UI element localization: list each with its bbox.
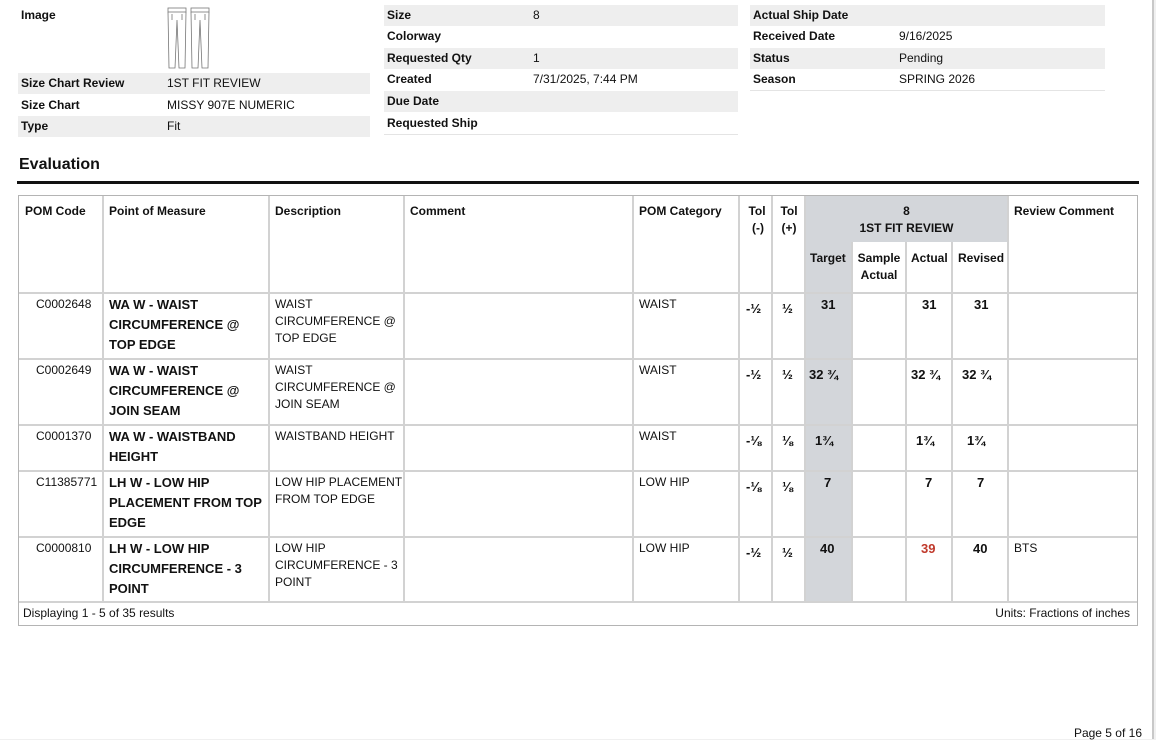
size-value: 8	[533, 8, 540, 22]
row1-tol-minus: -½	[746, 301, 762, 316]
row4-desc-line1: LOW HIP PLACEMENT	[275, 475, 403, 489]
header-tol-minus-line1: Tol	[748, 204, 766, 218]
row5-pom-line2: CIRCUMFERENCE - 3	[109, 561, 242, 576]
size-chart-review-label: Size Chart Review	[21, 76, 125, 90]
row3-desc-line1: WAISTBAND HEIGHT	[275, 429, 395, 443]
row5-tol-minus: -½	[746, 545, 762, 560]
row3-pom-code: C0001370	[36, 429, 92, 443]
row4-revised: 7	[977, 475, 985, 490]
col-divider	[102, 196, 104, 602]
requested-qty-row	[384, 48, 738, 69]
row4-description	[275, 474, 402, 508]
colorway-label: Colorway	[387, 29, 442, 43]
col-divider	[632, 196, 634, 602]
row3-pom-category: WAIST	[639, 429, 677, 443]
row5-desc-line3: POINT	[275, 575, 312, 589]
row2-pom-category: WAIST	[639, 363, 677, 377]
header-pom-category: POM Category	[639, 204, 722, 218]
row2-target: 32 ¾	[809, 367, 838, 382]
row2-desc-line1: WAIST	[275, 363, 313, 377]
header-review-name: 1ST FIT REVIEW	[859, 221, 954, 235]
created-row	[384, 69, 738, 90]
due-date-label: Due Date	[387, 94, 440, 108]
size-label: Size	[387, 8, 412, 22]
received-date-value: 9/16/2025	[899, 29, 953, 43]
size-chart-label: Size Chart	[21, 98, 80, 112]
header-sample-actual-line1: Sample	[857, 251, 901, 265]
row1-pom-line2: CIRCUMFERENCE @	[109, 317, 240, 332]
col-divider	[905, 242, 907, 602]
received-date-row	[750, 26, 1105, 47]
created-value: 7/31/2025, 7:44 PM	[533, 72, 638, 86]
header-revised: Revised	[958, 251, 1005, 265]
row4-target: 7	[824, 475, 832, 490]
requested-ship-row	[384, 113, 738, 135]
header-size: 8	[903, 204, 910, 218]
row1-description	[275, 296, 396, 347]
row-divider	[19, 536, 1137, 538]
row4-pom-line3: EDGE	[109, 515, 146, 530]
created-label: Created	[387, 72, 432, 86]
header-size-group	[806, 203, 1007, 237]
col-divider	[268, 196, 270, 602]
header-tol-plus	[780, 203, 798, 237]
size-chart-review-value: 1ST FIT REVIEW	[167, 76, 261, 90]
header-comment: Comment	[410, 204, 466, 218]
row2-actual: 32 ¾	[911, 367, 940, 382]
type-row	[18, 116, 370, 137]
col-divider	[951, 242, 953, 602]
season-value: SPRING 2026	[899, 72, 976, 86]
header-pom-code: POM Code	[25, 204, 86, 218]
row5-pom-category: LOW HIP	[639, 541, 690, 555]
row5-tol-plus: ½	[782, 545, 793, 560]
header-target: Target	[810, 251, 846, 265]
row1-desc-line3: TOP EDGE	[275, 331, 337, 345]
col-divider	[804, 196, 806, 602]
results-count: Displaying 1 - 5 of 35 results	[23, 606, 175, 620]
row5-pom-line1: LH W - LOW HIP	[109, 541, 210, 556]
header-sample-actual-line2: Actual	[860, 268, 898, 282]
row2-pom-line1: WA W - WAIST	[109, 363, 199, 378]
row2-revised: 32 ¾	[962, 367, 991, 382]
size-chart-row	[18, 95, 370, 116]
image-label: Image	[21, 8, 56, 22]
row2-pom-line2: CIRCUMFERENCE @	[109, 383, 240, 398]
row2-desc-line3: JOIN SEAM	[275, 397, 340, 411]
row3-actual: 1¾	[916, 433, 935, 448]
row1-desc-line2: CIRCUMFERENCE @	[275, 314, 396, 328]
row5-revised: 40	[973, 541, 988, 556]
header-tol-minus	[748, 203, 766, 237]
status-label: Status	[753, 51, 790, 65]
type-label: Type	[21, 119, 49, 133]
row1-tol-plus: ½	[782, 301, 793, 316]
header-description: Description	[275, 204, 342, 218]
row-divider	[19, 292, 1137, 294]
row5-desc-line2: CIRCUMFERENCE - 3	[275, 558, 398, 572]
row1-target: 31	[821, 297, 836, 312]
season-row	[750, 69, 1105, 91]
row3-pom-line1: WA W - WAISTBAND	[109, 429, 236, 444]
row2-tol-plus: ½	[782, 367, 793, 382]
row5-desc-line1: LOW HIP	[275, 541, 326, 555]
evaluation-title: Evaluation	[19, 156, 100, 173]
header-point-of-measure: Point of Measure	[109, 204, 206, 218]
row2-pom-line3: JOIN SEAM	[109, 403, 181, 418]
header-tol-plus-line1: Tol	[780, 204, 798, 218]
status-row	[750, 48, 1105, 69]
row3-revised: 1¾	[967, 433, 986, 448]
row5-point-of-measure	[109, 539, 242, 599]
row1-desc-line1: WAIST	[275, 297, 313, 311]
size-row	[384, 5, 738, 26]
header-sample-actual	[855, 250, 903, 284]
header-tol-minus-line2: (-)	[752, 221, 764, 235]
type-value: Fit	[167, 119, 181, 133]
season-label: Season	[753, 72, 796, 86]
col-divider	[851, 242, 853, 602]
row5-pom-code: C0000810	[36, 541, 92, 555]
row5-target: 40	[820, 541, 835, 556]
row4-tol-plus: ⅛	[782, 479, 793, 494]
row4-pom-code: C11385771	[36, 475, 98, 489]
due-date-row	[384, 91, 738, 112]
requested-qty-label: Requested Qty	[387, 51, 472, 65]
row-divider	[19, 601, 1137, 603]
row3-point-of-measure	[109, 427, 236, 467]
requested-ship-label: Requested Ship	[387, 116, 478, 130]
row4-tol-minus: -⅛	[746, 479, 762, 494]
row4-actual: 7	[925, 475, 933, 490]
row2-description	[275, 362, 396, 413]
page-number: Page 5 of 16	[1073, 726, 1142, 740]
row1-pom-code: C0002648	[36, 297, 92, 311]
row3-tol-plus: ⅛	[782, 433, 793, 448]
row1-pom-category: WAIST	[639, 297, 677, 311]
pants-sketch-icon	[166, 6, 212, 70]
header-tol-plus-line2: (+)	[781, 221, 797, 235]
size-chart-review-row	[18, 73, 370, 94]
col-divider	[403, 196, 405, 602]
row3-tol-minus: -⅛	[746, 433, 762, 448]
row-divider	[19, 358, 1137, 360]
requested-qty-value: 1	[533, 51, 540, 65]
col-divider	[771, 196, 773, 602]
row1-point-of-measure	[109, 295, 239, 355]
header-actual: Actual	[911, 251, 948, 265]
row4-pom-category: LOW HIP	[639, 475, 690, 489]
section-divider	[17, 181, 1139, 184]
row5-actual-out-of-tolerance: 39	[921, 541, 936, 556]
row5-description	[275, 540, 398, 591]
colorway-row	[384, 26, 738, 47]
actual-ship-date-label: Actual Ship Date	[753, 8, 849, 22]
row3-description	[275, 428, 395, 445]
col-divider	[1007, 196, 1009, 602]
row2-desc-line2: CIRCUMFERENCE @	[275, 380, 396, 394]
units-note: Units: Fractions of inches	[995, 606, 1130, 620]
row5-review-comment: BTS	[1014, 541, 1038, 555]
row5-pom-line3: POINT	[109, 581, 149, 596]
size-chart-value: MISSY 907E NUMERIC	[167, 98, 295, 112]
evaluation-table	[18, 195, 1138, 626]
row2-point-of-measure	[109, 361, 239, 421]
row1-revised: 31	[974, 297, 989, 312]
row4-pom-line2: PLACEMENT FROM TOP	[109, 495, 262, 510]
row3-pom-line2: HEIGHT	[109, 449, 159, 464]
row3-target: 1¾	[815, 433, 834, 448]
row1-pom-line3: TOP EDGE	[109, 337, 176, 352]
row-divider	[19, 424, 1137, 426]
row1-pom-line1: WA W - WAIST	[109, 297, 199, 312]
header-review-comment: Review Comment	[1014, 204, 1115, 218]
row4-pom-line1: LH W - LOW HIP	[109, 475, 210, 490]
row4-point-of-measure	[109, 473, 262, 533]
received-date-label: Received Date	[753, 29, 836, 43]
row2-tol-minus: -½	[746, 367, 762, 382]
actual-ship-date-row	[750, 5, 1105, 26]
status-value: Pending	[899, 51, 944, 65]
row4-desc-line2: FROM TOP EDGE	[275, 492, 376, 506]
row-divider	[19, 470, 1137, 472]
row2-pom-code: C0002649	[36, 363, 92, 377]
col-divider	[738, 196, 740, 602]
row1-actual: 31	[922, 297, 937, 312]
